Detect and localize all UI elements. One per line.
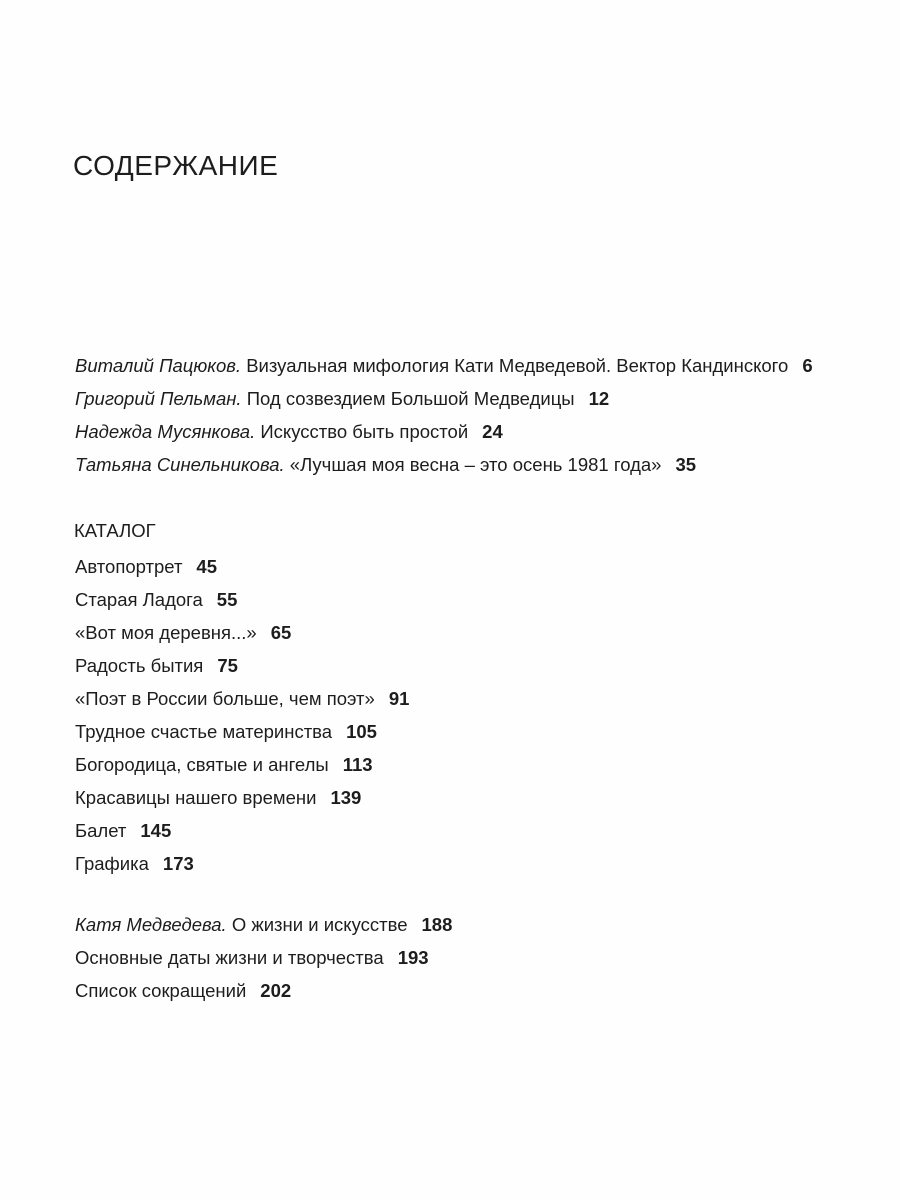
toc-entry <box>75 781 409 814</box>
entry-title: Графика <box>75 853 149 874</box>
appendix-list <box>75 908 452 1007</box>
entry-page-number: 91 <box>388 688 410 709</box>
entry-title: Богородица, святые и ангелы <box>75 754 329 775</box>
toc-entry <box>75 847 409 880</box>
entry-page-number: 139 <box>330 787 362 808</box>
entry-author: Григорий Пельман. <box>75 388 242 409</box>
toc-entry <box>75 616 409 649</box>
toc-entry <box>75 941 452 974</box>
entry-title: Радость бытия <box>75 655 204 676</box>
catalog-heading: КАТАЛОГ <box>74 520 156 541</box>
toc-entry <box>75 649 409 682</box>
entry-title: Старая Ладога <box>75 589 203 610</box>
entry-page-number: 193 <box>397 947 429 968</box>
entry-page-number: 202 <box>260 980 292 1001</box>
entry-author: Катя Медведева. <box>75 914 227 935</box>
entry-author: Виталий Пацюков. <box>75 355 242 376</box>
entry-page-number: 188 <box>421 914 453 935</box>
toc-entry <box>75 382 813 415</box>
entry-page-number: 24 <box>482 421 503 442</box>
entry-title: «Поэт в России больше, чем поэт» <box>75 688 375 709</box>
entry-title: Автопортрет <box>75 556 183 577</box>
entry-title: Красавицы нашего времени <box>75 787 317 808</box>
entry-title: Основные даты жизни и творчества <box>75 947 384 968</box>
entry-page-number: 55 <box>216 589 238 610</box>
entry-title: «Вот моя деревня...» <box>75 622 257 643</box>
entry-title: Трудное счастье материнства <box>75 721 333 742</box>
toc-entry <box>75 448 813 481</box>
toc-entry <box>75 349 813 382</box>
entry-page-number: 173 <box>162 853 194 874</box>
entry-page-number: 12 <box>588 388 610 409</box>
entry-title: Список сокращений <box>75 980 247 1001</box>
entry-author: Надежда Мусянкова. <box>75 421 256 442</box>
page-title: СОДЕРЖАНИЕ <box>73 150 279 181</box>
toc-entry <box>75 908 452 941</box>
entry-page-number: 35 <box>675 454 697 475</box>
entry-page-number: 45 <box>196 556 217 577</box>
toc-entry <box>75 715 409 748</box>
toc-entry <box>75 415 813 448</box>
toc-entry <box>75 550 409 583</box>
entry-title: О жизни и искусстве <box>231 914 408 935</box>
entry-author: Татьяна Синельникова. <box>75 454 285 475</box>
entry-page-number: 65 <box>270 622 292 643</box>
toc-entry <box>75 583 409 616</box>
entry-page-number: 105 <box>346 721 377 742</box>
toc-entry <box>75 814 409 847</box>
toc-entry <box>75 682 409 715</box>
essays-list <box>75 349 813 481</box>
entry-page-number: 145 <box>140 820 172 841</box>
entry-page-number: 113 <box>342 754 373 775</box>
entry-page-number: 6 <box>802 355 813 376</box>
entry-page-number: 75 <box>217 655 238 676</box>
entry-title: «Лучшая моя весна – это осень 1981 года» <box>289 454 662 475</box>
entry-title: Искусство быть простой <box>260 421 469 442</box>
entry-title: Балет <box>75 820 127 841</box>
catalog-list <box>75 550 409 880</box>
toc-entry <box>75 974 452 1007</box>
entry-title: Под созвездием Большой Медведицы <box>246 388 575 409</box>
toc-entry <box>75 748 409 781</box>
entry-title: Визуальная мифология Кати Медведевой. Вектор Кандинского <box>246 355 789 376</box>
